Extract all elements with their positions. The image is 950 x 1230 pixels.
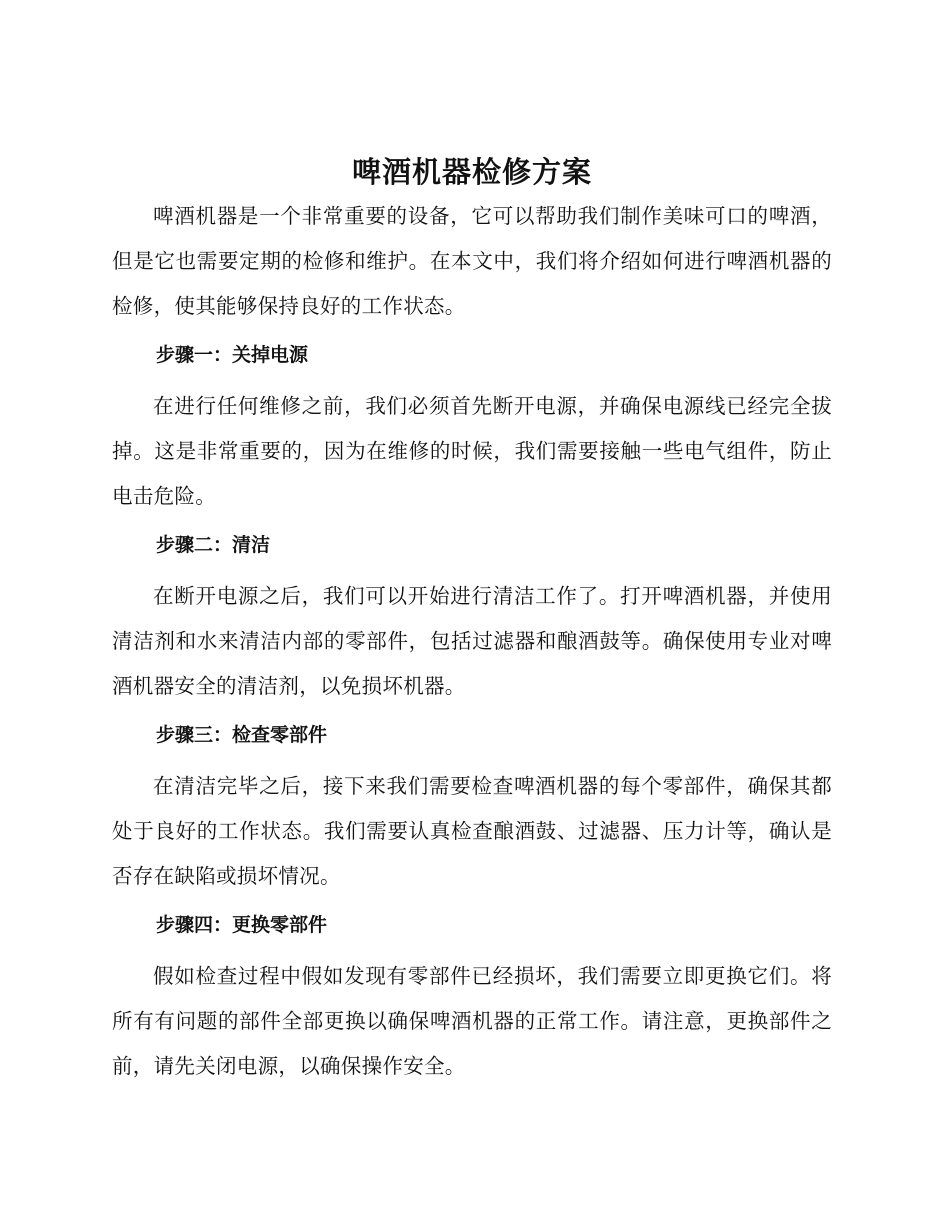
section-body-3: 在清洁完毕之后，接下来我们需要检查啤酒机器的每个零部件，确保其都处于良好的工作状态。我们需要认真检查酿酒鼓、过滤器、压力计等，确认是否存在缺陷或损坏情况。 bbox=[112, 774, 832, 888]
document-title: 啤酒机器检修方案 bbox=[351, 155, 592, 189]
section-heading-3: 步骤三：检查零部件 bbox=[156, 724, 328, 746]
section-heading-1: 步骤一：关掉电源 bbox=[156, 344, 309, 366]
section-body-1: 在进行任何维修之前，我们必须首先断开电源，并确保电源线已经完全拔掉。这是非常重要的，因为在维修的时候，我们需要接触一些电气组件，防止电击危险。 bbox=[112, 394, 832, 508]
section-heading-2: 步骤二：清洁 bbox=[156, 534, 271, 556]
section-body-2: 在断开电源之后，我们可以开始进行清洁工作了。打开啤酒机器，并使用清洁剂和水来清洁内部的零部件，包括过滤器和酿酒鼓等。确保使用专业对啤酒机器安全的清洁剂，以免损坏机器。 bbox=[112, 584, 832, 698]
intro-paragraph: 啤酒机器是一个非常重要的设备，它可以帮助我们制作美味可口的啤酒，但是它也需要定期的检修和维护。在本文中，我们将介绍如何进行啤酒机器的检修，使其能够保持良好的工作状态。 bbox=[112, 204, 832, 318]
document-page bbox=[112, 150, 832, 1089]
section-heading-4: 步骤四：更换零部件 bbox=[156, 914, 328, 936]
section-body-4: 假如检查过程中假如发现有零部件已经损坏，我们需要立即更换它们。将所有有问题的部件全部更换以确保啤酒机器的正常工作。请注意，更换部件之前，请先关闭电源，以确保操作安全。 bbox=[112, 964, 832, 1078]
